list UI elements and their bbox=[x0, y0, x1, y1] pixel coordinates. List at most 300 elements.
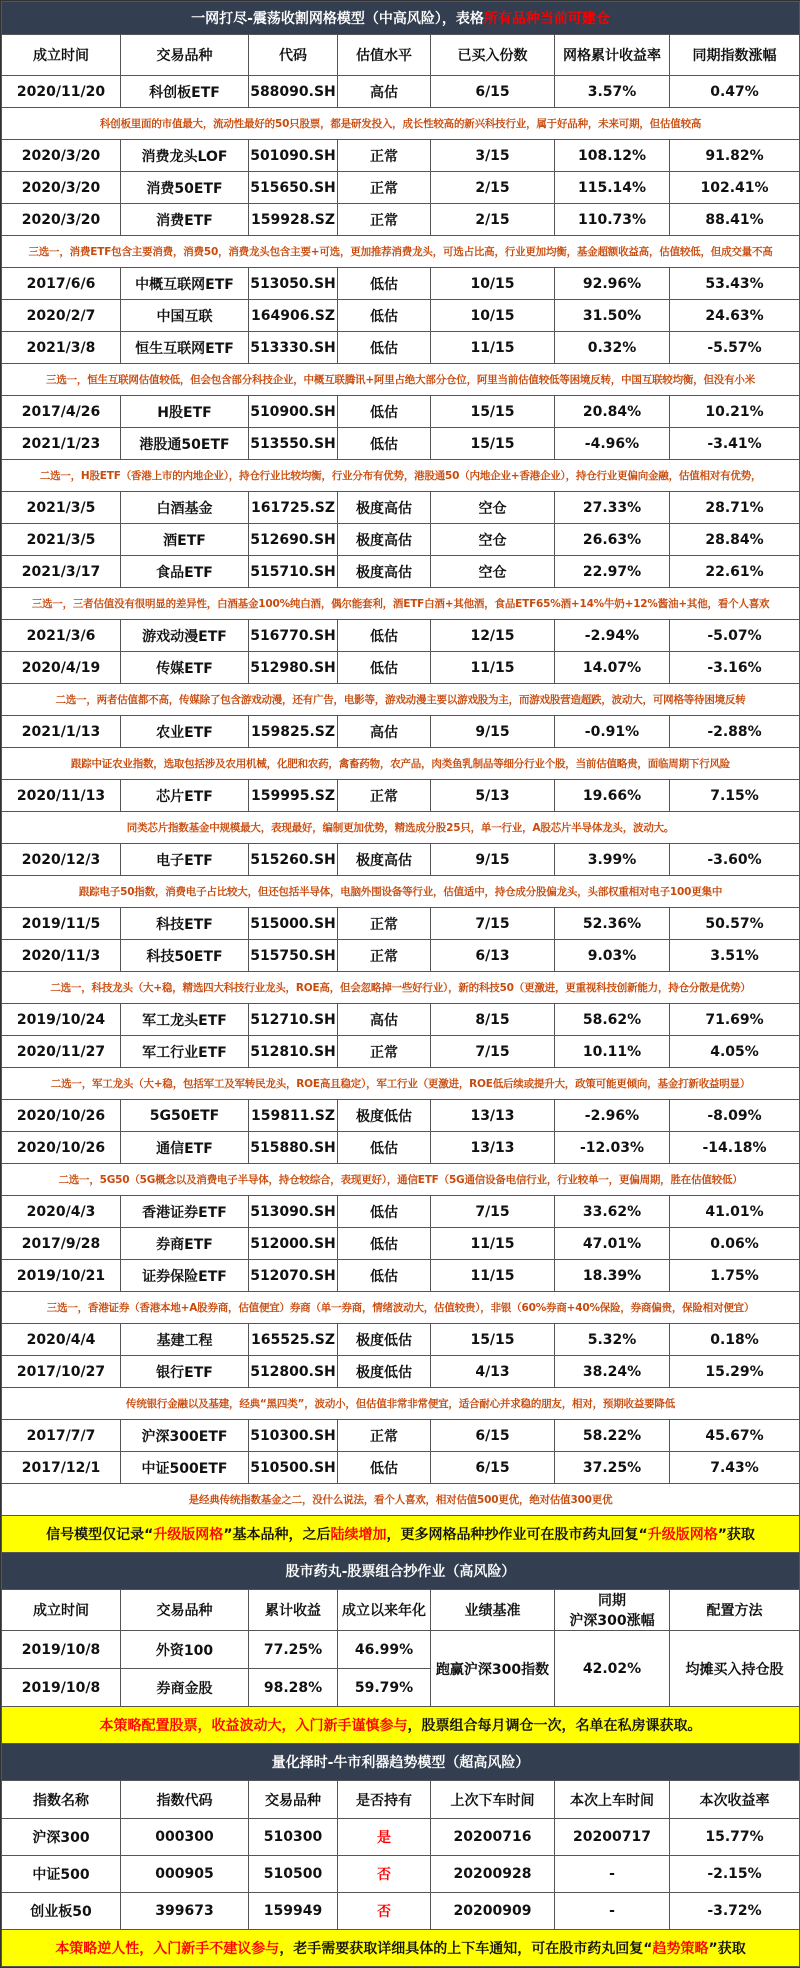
cell: 515710.SH bbox=[249, 556, 338, 588]
cell: 2017/10/27 bbox=[2, 1356, 121, 1388]
table-row bbox=[2, 620, 800, 652]
cell: 正常 bbox=[338, 140, 431, 172]
cell: 2020/3/20 bbox=[2, 204, 121, 236]
cell: 2020/12/3 bbox=[2, 844, 121, 876]
cell: -0.91% bbox=[555, 716, 670, 748]
cell: 低估 bbox=[338, 268, 431, 300]
note-text: 二选一，科技龙头（大+稳，精选四大科技行业龙头，ROE高，但会忽略掉一些好行业），新的科技50（更激进，更重视科技创新能力，持仓分散是优势） bbox=[2, 972, 800, 1004]
cell: 2/15 bbox=[431, 204, 555, 236]
table-row bbox=[2, 1452, 800, 1484]
cell: 芯片ETF bbox=[121, 780, 249, 812]
cell: 6/15 bbox=[431, 76, 555, 108]
banner-segment: 信号模型仅记录“ bbox=[46, 1527, 154, 1543]
cell: 恒生互联网ETF bbox=[121, 332, 249, 364]
cell: 2020/11/3 bbox=[2, 940, 121, 972]
cell: 券商ETF bbox=[121, 1228, 249, 1260]
cell: 极度低估 bbox=[338, 1356, 431, 1388]
cell: 2020/3/20 bbox=[2, 140, 121, 172]
cell: 2020/3/20 bbox=[2, 172, 121, 204]
table-row bbox=[2, 716, 800, 748]
cell: 59.79% bbox=[338, 1669, 431, 1707]
table-row bbox=[2, 1228, 800, 1260]
cell: 7.15% bbox=[670, 780, 800, 812]
note-text: 同类芯片指数基金中规模最大，表现最好，编制更加优势，精选成分股25只，单一行业，A股芯片半导体龙头，波动大。 bbox=[2, 812, 800, 844]
trend-title: 量化择时-牛市利器趋势模型（超高风险） bbox=[2, 1744, 800, 1781]
cell: 极度高估 bbox=[338, 492, 431, 524]
note-text: 三选一，三者估值没有很明显的差异性，白酒基金100%纯白酒，偶尔能套利，酒ETF白酒+其他酒，食品ETF65%酒+14%牛奶+12%酱油+其他，看个人喜欢 bbox=[2, 588, 800, 620]
cell: 9/15 bbox=[431, 716, 555, 748]
cell: 2017/4/26 bbox=[2, 396, 121, 428]
banner-segment: 升级版网格 bbox=[153, 1527, 224, 1543]
header-line: 同期 bbox=[598, 1593, 626, 1609]
cell: 港股通50ETF bbox=[121, 428, 249, 460]
cell: 证券保险ETF bbox=[121, 1260, 249, 1292]
cell: 极度低估 bbox=[338, 1324, 431, 1356]
table-row bbox=[2, 1356, 800, 1388]
note-row bbox=[2, 972, 800, 1004]
holding-status: 否 bbox=[338, 1856, 431, 1893]
table-row bbox=[2, 332, 800, 364]
table-row bbox=[2, 396, 800, 428]
table-row bbox=[2, 940, 800, 972]
note-row bbox=[2, 460, 800, 492]
cell: 92.96% bbox=[555, 268, 670, 300]
cell: 消费ETF bbox=[121, 204, 249, 236]
cell: 15/15 bbox=[431, 428, 555, 460]
cell: 中证500 bbox=[2, 1856, 121, 1893]
cell: 20200928 bbox=[431, 1856, 555, 1893]
cell: 46.99% bbox=[338, 1631, 431, 1669]
table-row bbox=[2, 1324, 800, 1356]
cell: 传媒ETF bbox=[121, 652, 249, 684]
cell: 极度高估 bbox=[338, 556, 431, 588]
cell: -4.96% bbox=[555, 428, 670, 460]
cell: 券商金股 bbox=[121, 1669, 249, 1707]
cell: 极度高估 bbox=[338, 524, 431, 556]
header-cell: 网格累计收益率 bbox=[555, 35, 670, 76]
index-change-cell: 42.02% bbox=[555, 1631, 670, 1707]
cell: 低估 bbox=[338, 652, 431, 684]
cell: 159949 bbox=[249, 1893, 338, 1930]
cell: 2021/3/5 bbox=[2, 492, 121, 524]
grid-model-table bbox=[1, 1, 800, 1967]
banner-segment: 陆续增加 bbox=[330, 1527, 387, 1543]
banner-segment: ”获取 bbox=[717, 1527, 755, 1543]
header-cell: 配置方法 bbox=[670, 1590, 800, 1631]
cell: 58.62% bbox=[555, 1004, 670, 1036]
header-cell: 累计收益 bbox=[249, 1590, 338, 1631]
cell: 2020/4/19 bbox=[2, 652, 121, 684]
cell: 2020/2/7 bbox=[2, 300, 121, 332]
cell: 71.69% bbox=[670, 1004, 800, 1036]
cell: 512710.SH bbox=[249, 1004, 338, 1036]
note-text: 二选一，5G50（5G概念以及消费电子半导体，持仓较综合，表现更好），通信ETF（5G通信设备电信行业，行业较单一，更偏周期，胜在估值较低） bbox=[2, 1164, 800, 1196]
cell: 6/15 bbox=[431, 1420, 555, 1452]
cell: 低估 bbox=[338, 1132, 431, 1164]
cell: 31.50% bbox=[555, 300, 670, 332]
cell: 低估 bbox=[338, 1452, 431, 1484]
note-text: 三选一，恒生互联网估值较低，但会包含部分科技企业，中概互联腾讯+阿里占绝大部分仓位，阿里当前估值较低等困境反转，中国互联较均衡，但没有小米 bbox=[2, 364, 800, 396]
cell: 4/13 bbox=[431, 1356, 555, 1388]
table-row bbox=[2, 1631, 800, 1669]
cell: 2020/4/4 bbox=[2, 1324, 121, 1356]
trend-banner bbox=[2, 1930, 800, 1967]
cell: -5.07% bbox=[670, 620, 800, 652]
cell: 164906.SZ bbox=[249, 300, 338, 332]
header-cell: 本次收益率 bbox=[670, 1781, 800, 1819]
cell: 2020/10/26 bbox=[2, 1100, 121, 1132]
header-cell: 本次上车时间 bbox=[555, 1781, 670, 1819]
cell: 115.14% bbox=[555, 172, 670, 204]
banner-segment: ”基本品种，之后 bbox=[223, 1527, 331, 1543]
cell: 0.06% bbox=[670, 1228, 800, 1260]
banner-segment: 趋势策略 bbox=[652, 1941, 709, 1957]
cell: -12.03% bbox=[555, 1132, 670, 1164]
cell: 农业ETF bbox=[121, 716, 249, 748]
cell: 科技ETF bbox=[121, 908, 249, 940]
table-row bbox=[2, 780, 800, 812]
cell: 50.57% bbox=[670, 908, 800, 940]
cell: 91.82% bbox=[670, 140, 800, 172]
note-text: 传统银行金融以及基建，经典“黑四类”，波动小，但估值非常非常便宜，适合耐心并求稳的朋友，相对，预期收益要降低 bbox=[2, 1388, 800, 1420]
table-row bbox=[2, 428, 800, 460]
cell: 低估 bbox=[338, 1260, 431, 1292]
cell: 15.29% bbox=[670, 1356, 800, 1388]
cell: 消费50ETF bbox=[121, 172, 249, 204]
cell: 159811.SZ bbox=[249, 1100, 338, 1132]
note-text: 三选一，香港证券（香港本地+A股券商，估值便宜）券商（单一券商，情绪波动大，估值较贵），非银（60%券商+40%保险，券商偏贵，保险相对便宜） bbox=[2, 1292, 800, 1324]
cell: 2019/10/24 bbox=[2, 1004, 121, 1036]
cell: 26.63% bbox=[555, 524, 670, 556]
cell: 516770.SH bbox=[249, 620, 338, 652]
cell: 28.84% bbox=[670, 524, 800, 556]
cell: 2021/3/8 bbox=[2, 332, 121, 364]
cell: 20200716 bbox=[431, 1819, 555, 1856]
cell: 4.05% bbox=[670, 1036, 800, 1068]
table-row bbox=[2, 172, 800, 204]
cell: 22.97% bbox=[555, 556, 670, 588]
cell: - bbox=[555, 1893, 670, 1930]
table-row bbox=[2, 1036, 800, 1068]
table-row bbox=[2, 1100, 800, 1132]
cell: 19.66% bbox=[555, 780, 670, 812]
cell: 515750.SH bbox=[249, 940, 338, 972]
cell: 科创板ETF bbox=[121, 76, 249, 108]
cell: 2017/7/7 bbox=[2, 1420, 121, 1452]
cell: -3.72% bbox=[670, 1893, 800, 1930]
header-cell: 成立时间 bbox=[2, 35, 121, 76]
banner-segment: ，更多网格品种抄作业可在股市药丸回复“ bbox=[386, 1527, 648, 1543]
cell: 6/15 bbox=[431, 1452, 555, 1484]
cell: 低估 bbox=[338, 1228, 431, 1260]
portfolio-banner bbox=[2, 1707, 800, 1744]
header-cell: 业绩基准 bbox=[431, 1590, 555, 1631]
cell: 12/15 bbox=[431, 620, 555, 652]
note-row bbox=[2, 1292, 800, 1324]
cell: 13/13 bbox=[431, 1132, 555, 1164]
cell: 33.62% bbox=[555, 1196, 670, 1228]
cell: -3.41% bbox=[670, 428, 800, 460]
cell: 27.33% bbox=[555, 492, 670, 524]
note-text: 是经典传统指数基金之二，没什么说法，看个人喜欢，相对估值500更优，绝对估值300更优 bbox=[2, 1484, 800, 1516]
cell: 3.57% bbox=[555, 76, 670, 108]
cell: 53.43% bbox=[670, 268, 800, 300]
cell: -14.18% bbox=[670, 1132, 800, 1164]
cell: 38.24% bbox=[555, 1356, 670, 1388]
method-cell: 均摊买入持仓股 bbox=[670, 1631, 800, 1707]
cell: 8/15 bbox=[431, 1004, 555, 1036]
cell: 2019/10/21 bbox=[2, 1260, 121, 1292]
cell: 酒ETF bbox=[121, 524, 249, 556]
cell: 游戏动漫ETF bbox=[121, 620, 249, 652]
cell: -3.60% bbox=[670, 844, 800, 876]
note-row bbox=[2, 684, 800, 716]
header-cell: 同期指数涨幅 bbox=[670, 35, 800, 76]
note-row bbox=[2, 1388, 800, 1420]
cell: 47.01% bbox=[555, 1228, 670, 1260]
cell: 0.32% bbox=[555, 332, 670, 364]
header-cell: 指数名称 bbox=[2, 1781, 121, 1819]
cell: 13/13 bbox=[431, 1100, 555, 1132]
banner-segment: ，股票组合每月调仓一次，名单在私房课获取。 bbox=[407, 1718, 702, 1734]
cell: 极度高估 bbox=[338, 844, 431, 876]
cell: 15/15 bbox=[431, 396, 555, 428]
cell: 515650.SH bbox=[249, 172, 338, 204]
cell: -8.09% bbox=[670, 1100, 800, 1132]
cell: - bbox=[555, 1856, 670, 1893]
cell: 161725.SZ bbox=[249, 492, 338, 524]
cell: 45.67% bbox=[670, 1420, 800, 1452]
cell: 512000.SH bbox=[249, 1228, 338, 1260]
header-cell: 成立以来年化 bbox=[338, 1590, 431, 1631]
header-cell: 上次下车时间 bbox=[431, 1781, 555, 1819]
note-text: 二选一，两者估值都不高，传媒除了包含游戏动漫，还有广告，电影等，游戏动漫主要以游戏股为主，而游戏股营造超跌，波动大，可网格等待困境反转 bbox=[2, 684, 800, 716]
table-row bbox=[2, 1893, 800, 1930]
cell: 中概互联网ETF bbox=[121, 268, 249, 300]
cell: 52.36% bbox=[555, 908, 670, 940]
table-row bbox=[2, 1856, 800, 1893]
cell: 正常 bbox=[338, 1036, 431, 1068]
cell: 2021/3/17 bbox=[2, 556, 121, 588]
cell: 军工行业ETF bbox=[121, 1036, 249, 1068]
cell: 2021/1/13 bbox=[2, 716, 121, 748]
trend-header-row bbox=[2, 1781, 800, 1819]
table-row bbox=[2, 844, 800, 876]
cell: 空仓 bbox=[431, 556, 555, 588]
cell: 7/15 bbox=[431, 1036, 555, 1068]
note-row bbox=[2, 876, 800, 908]
portfolio-title: 股市药丸-股票组合抄作业（高风险） bbox=[2, 1553, 800, 1590]
cell: 3.99% bbox=[555, 844, 670, 876]
cell: 108.12% bbox=[555, 140, 670, 172]
cell: 512980.SH bbox=[249, 652, 338, 684]
cell: 513090.SH bbox=[249, 1196, 338, 1228]
cell: 399673 bbox=[121, 1893, 249, 1930]
cell: 28.71% bbox=[670, 492, 800, 524]
header-line: 沪深300涨幅 bbox=[569, 1613, 655, 1629]
cell: 中国互联 bbox=[121, 300, 249, 332]
header-cell: 已买入份数 bbox=[431, 35, 555, 76]
cell: 极度低估 bbox=[338, 1100, 431, 1132]
cell: 7/15 bbox=[431, 908, 555, 940]
cell: 香港证券ETF bbox=[121, 1196, 249, 1228]
cell: 165525.SZ bbox=[249, 1324, 338, 1356]
cell: 159928.SZ bbox=[249, 204, 338, 236]
table-row bbox=[2, 1260, 800, 1292]
table-row bbox=[2, 204, 800, 236]
cell: 通信ETF bbox=[121, 1132, 249, 1164]
cell: 5/13 bbox=[431, 780, 555, 812]
cell: 低估 bbox=[338, 620, 431, 652]
table-row bbox=[2, 1420, 800, 1452]
note-text: 三选一，消费ETF包含主要消费，消费50，消费龙头包含主要+可选，更加推荐消费龙头，可选占比高，行业更加均衡，基金超额收益高，估值较低，但成交量不高 bbox=[2, 236, 800, 268]
cell: 512810.SH bbox=[249, 1036, 338, 1068]
cell: 513330.SH bbox=[249, 332, 338, 364]
title-highlight: 所有品种当前可建仓 bbox=[483, 11, 610, 27]
cell: 20200717 bbox=[555, 1819, 670, 1856]
cell: 2019/10/8 bbox=[2, 1631, 121, 1669]
cell: 18.39% bbox=[555, 1260, 670, 1292]
cell: 510500.SH bbox=[249, 1452, 338, 1484]
cell: 2020/10/26 bbox=[2, 1132, 121, 1164]
note-row bbox=[2, 748, 800, 780]
banner-segment: ”获取 bbox=[708, 1941, 746, 1957]
portfolio-header-row bbox=[2, 1590, 800, 1631]
cell: 515260.SH bbox=[249, 844, 338, 876]
cell: 11/15 bbox=[431, 652, 555, 684]
cell: 7.43% bbox=[670, 1452, 800, 1484]
cell: 食品ETF bbox=[121, 556, 249, 588]
cell: 外资100 bbox=[121, 1631, 249, 1669]
cell: 510500 bbox=[249, 1856, 338, 1893]
cell: 2020/11/27 bbox=[2, 1036, 121, 1068]
cell: 11/15 bbox=[431, 332, 555, 364]
cell: 2020/4/3 bbox=[2, 1196, 121, 1228]
header-cell: 代码 bbox=[249, 35, 338, 76]
cell: 5G50ETF bbox=[121, 1100, 249, 1132]
table-row bbox=[2, 1132, 800, 1164]
cell: 98.28% bbox=[249, 1669, 338, 1707]
table-row bbox=[2, 908, 800, 940]
cell: 10/15 bbox=[431, 300, 555, 332]
cell: 5.32% bbox=[555, 1324, 670, 1356]
cell: 24.63% bbox=[670, 300, 800, 332]
cell: -3.16% bbox=[670, 652, 800, 684]
cell: 3.51% bbox=[670, 940, 800, 972]
cell: 1.75% bbox=[670, 1260, 800, 1292]
cell: 9/15 bbox=[431, 844, 555, 876]
table-row bbox=[2, 300, 800, 332]
note-row bbox=[2, 1484, 800, 1516]
header-cell: 成立时间 bbox=[2, 1590, 121, 1631]
cell: 基建工程 bbox=[121, 1324, 249, 1356]
cell: 510900.SH bbox=[249, 396, 338, 428]
cell: 10/15 bbox=[431, 268, 555, 300]
cell: 低估 bbox=[338, 1196, 431, 1228]
header-cell bbox=[555, 1590, 670, 1631]
header-cell: 交易品种 bbox=[249, 1781, 338, 1819]
cell: 正常 bbox=[338, 780, 431, 812]
cell: 512800.SH bbox=[249, 1356, 338, 1388]
cell: 10.11% bbox=[555, 1036, 670, 1068]
cell: 0.18% bbox=[670, 1324, 800, 1356]
cell: 2019/11/5 bbox=[2, 908, 121, 940]
cell: 159995.SZ bbox=[249, 780, 338, 812]
header-cell: 交易品种 bbox=[121, 1590, 249, 1631]
cell: 2017/9/28 bbox=[2, 1228, 121, 1260]
cell: 电子ETF bbox=[121, 844, 249, 876]
cell: 2019/10/8 bbox=[2, 1669, 121, 1707]
benchmark-cell: 跑赢沪深300指数 bbox=[431, 1631, 555, 1707]
cell: 88.41% bbox=[670, 204, 800, 236]
cell: 空仓 bbox=[431, 524, 555, 556]
cell: 588090.SH bbox=[249, 76, 338, 108]
cell: 58.22% bbox=[555, 1420, 670, 1452]
note-text: 二选一，H股ETF（香港上市的内地企业），持仓行业比较均衡，行业分布有优势，港股通50（内地企业+香港企业），持仓行业更偏向金融，估值相对有优势， bbox=[2, 460, 800, 492]
cell: 15/15 bbox=[431, 1324, 555, 1356]
cell: 102.41% bbox=[670, 172, 800, 204]
cell: 3/15 bbox=[431, 140, 555, 172]
cell: 2021/3/5 bbox=[2, 524, 121, 556]
cell: 正常 bbox=[338, 204, 431, 236]
cell: 77.25% bbox=[249, 1631, 338, 1669]
cell: 2021/1/23 bbox=[2, 428, 121, 460]
table-row bbox=[2, 76, 800, 108]
cell: 军工龙头ETF bbox=[121, 1004, 249, 1036]
cell: 高估 bbox=[338, 716, 431, 748]
table-row bbox=[2, 1196, 800, 1228]
cell: 正常 bbox=[338, 908, 431, 940]
cell: 515000.SH bbox=[249, 908, 338, 940]
cell: -2.88% bbox=[670, 716, 800, 748]
cell: 2/15 bbox=[431, 172, 555, 204]
cell: 22.61% bbox=[670, 556, 800, 588]
cell: 20200909 bbox=[431, 1893, 555, 1930]
cell: 高估 bbox=[338, 1004, 431, 1036]
cell: 20.84% bbox=[555, 396, 670, 428]
cell: 41.01% bbox=[670, 1196, 800, 1228]
holding-status: 否 bbox=[338, 1893, 431, 1930]
table-row bbox=[2, 268, 800, 300]
cell: -2.96% bbox=[555, 1100, 670, 1132]
cell: 2017/12/1 bbox=[2, 1452, 121, 1484]
cell: -2.15% bbox=[670, 1856, 800, 1893]
holding-status: 是 bbox=[338, 1819, 431, 1856]
table-row bbox=[2, 524, 800, 556]
cell: 正常 bbox=[338, 172, 431, 204]
header-cell: 指数代码 bbox=[121, 1781, 249, 1819]
cell: 501090.SH bbox=[249, 140, 338, 172]
cell: 515880.SH bbox=[249, 1132, 338, 1164]
cell: 创业板50 bbox=[2, 1893, 121, 1930]
cell: 6/13 bbox=[431, 940, 555, 972]
cell: 000300 bbox=[121, 1819, 249, 1856]
note-row bbox=[2, 108, 800, 140]
banner-segment: 升级版网格 bbox=[647, 1527, 718, 1543]
cell: 11/15 bbox=[431, 1260, 555, 1292]
cell: 空仓 bbox=[431, 492, 555, 524]
note-text: 二选一，军工龙头（大+稳，包括军工及军转民龙头，ROE高且稳定），军工行业（更激进，ROE低后续或提升大，政策可能更倾向，基金打新收益明显） bbox=[2, 1068, 800, 1100]
cell: 510300.SH bbox=[249, 1420, 338, 1452]
note-row bbox=[2, 588, 800, 620]
cell: 正常 bbox=[338, 1420, 431, 1452]
cell: 2020/11/13 bbox=[2, 780, 121, 812]
cell: 000905 bbox=[121, 1856, 249, 1893]
cell: -2.94% bbox=[555, 620, 670, 652]
cell: 14.07% bbox=[555, 652, 670, 684]
cell: 2017/6/6 bbox=[2, 268, 121, 300]
table-row bbox=[2, 652, 800, 684]
